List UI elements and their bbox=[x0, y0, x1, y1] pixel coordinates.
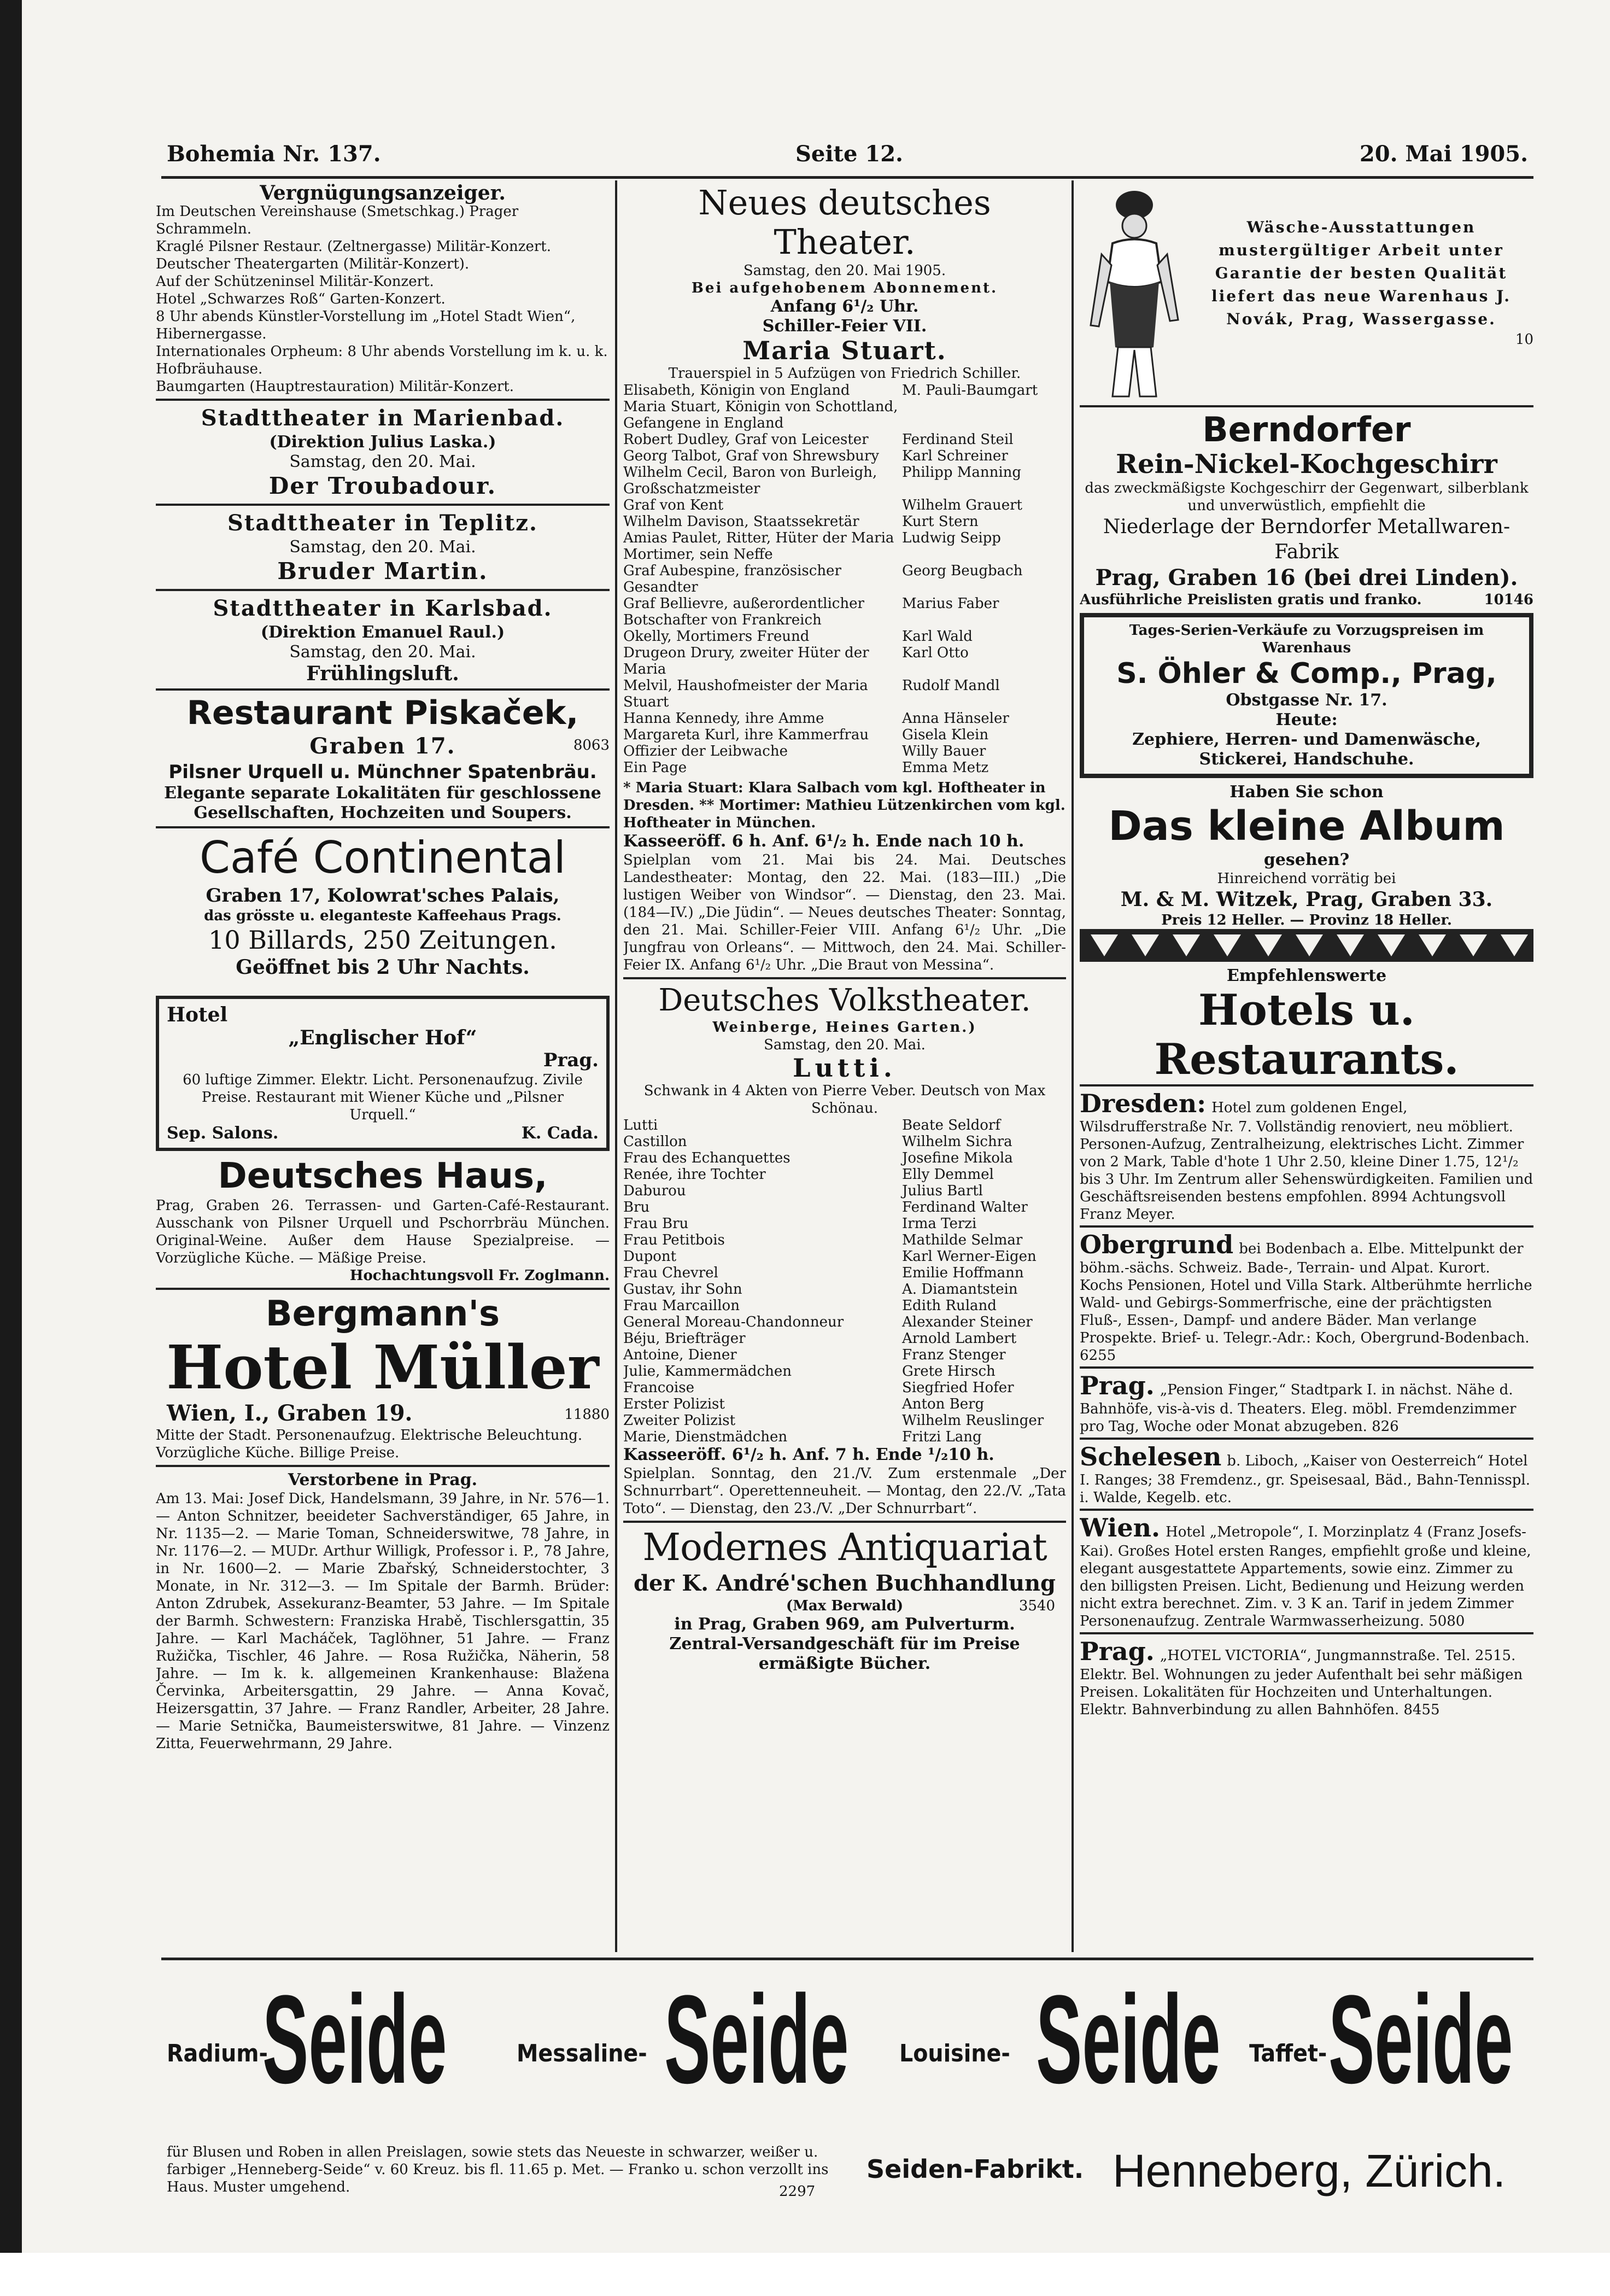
piskacek-title: Restaurant Piskaček, bbox=[186, 694, 579, 732]
cast-actor: Karl Werner-Eigen bbox=[902, 1248, 1037, 1265]
dvt-place: Weinberge, Heines Garten.) bbox=[712, 1019, 977, 1036]
berndorf-addr: Prag, Graben 16 (bei drei Linden). bbox=[1095, 565, 1518, 591]
berndorf-price: Ausführliche Preislisten gratis und franko. bbox=[1080, 592, 1422, 608]
cast-actor: Kurt Stern bbox=[902, 513, 979, 530]
cast-actor: Wilhelm Grauert bbox=[902, 497, 1022, 513]
album-shop: M. & M. Witzek, Prag, Graben 33. bbox=[1120, 888, 1493, 911]
cast-actor: Elly Demmel bbox=[902, 1166, 994, 1183]
cast-actor bbox=[902, 399, 1066, 431]
deutsches-haus-text: Prag, Graben 26. Terrassen- und Garten-Café-Restaurant. Ausschank von Pilsner Urquell und Pschorrbräu München. Original-Weine. Außer dem Hause Spezialpreise. — Vorzügliche Küche. — Mäßige Preise. bbox=[156, 1197, 610, 1266]
cast-actor bbox=[902, 546, 1066, 563]
paper-name: Bohemia Nr. 137. bbox=[167, 141, 381, 167]
cast-role: Maria Stuart, Königin von Schottland, Gefangene in England bbox=[623, 399, 898, 431]
cast-role: Antoine, Diener bbox=[623, 1347, 737, 1363]
cast-role: Frau des Echanquettes bbox=[623, 1150, 791, 1166]
cast-actor: Anton Berg bbox=[902, 1396, 985, 1412]
seide-prefix: Messaline- bbox=[517, 2040, 647, 2067]
cast-row bbox=[623, 448, 1066, 464]
cast-actor: Wilhelm Reuslinger bbox=[902, 1412, 1044, 1429]
verg-item: Im Deutschen Vereinshause (Smetschkag.) Prager Schrammeln. bbox=[156, 203, 519, 237]
eh-city: Prag. bbox=[543, 1049, 599, 1071]
hotel-city: Wien. bbox=[1080, 1513, 1161, 1543]
teplitz-title: Stadttheater in Teplitz. bbox=[227, 510, 538, 536]
cast-role: Amias Paulet, Ritter, Hüter der Maria bbox=[623, 530, 894, 546]
ndt-title: Neues deutsches Theater. bbox=[698, 183, 991, 262]
cast-row bbox=[623, 1347, 1066, 1363]
antiq-addr: in Prag, Graben 969, am Pulverturm. bbox=[674, 1615, 1015, 1634]
divider bbox=[156, 504, 610, 506]
issue-date: 20. Mai 1905. bbox=[1359, 141, 1528, 167]
cast-actor: Karl Otto bbox=[902, 645, 969, 661]
dvt-times: Kasseeröff. 6¹/₂ h. Anf. 7 h. Ende ¹/₂10 h. bbox=[623, 1445, 994, 1464]
marienbad-sub: (Direktion Julius Laska.) bbox=[269, 433, 496, 452]
cast-role: Drugeon Drury, zweiter Hüter der Maria bbox=[623, 645, 869, 677]
cast-role: Ein Page bbox=[623, 760, 687, 776]
ad-number: 2297 bbox=[779, 2183, 816, 2200]
ndt-times: Kasseeröff. 6 h. Anf. 6¹/₂ h. Ende nach 10 h. bbox=[623, 832, 1024, 851]
divider bbox=[156, 688, 610, 691]
hotel-text: Hotel zum goldenen Engel, Wilsdrufferstraße Nr. 7. Vollständig renoviert, neu möbliert. Personen-Aufzug, Zentralheizung, elektrisches Licht. Zimmer von 2 Mark, Table d'hote 1 Uhr 2.50, kleine Diner 1.75, 12¹/₂ bis 3 Uhr. Im Zentrum aller Sehenswürdigkeiten. Familien und Geschäftsreisenden bestens empfohlen. 8994 Achtungsvoll Franz Meyer. bbox=[1080, 1100, 1533, 1223]
cast-actor: Franz Stenger bbox=[902, 1347, 1006, 1363]
cast-row bbox=[623, 1298, 1066, 1314]
eh-name: „Englischer Hof“ bbox=[288, 1026, 477, 1049]
oehler-top: Tages-Serien-Verkäufe zu Vorzugspreisen im Warenhaus bbox=[1129, 622, 1484, 656]
ndt-time: Anfang 6¹/₂ Uhr. bbox=[770, 297, 919, 316]
cast-row bbox=[623, 1380, 1066, 1396]
eh-sep: Sep. Salons. bbox=[167, 1124, 279, 1143]
berndorf-title: Berndorfer bbox=[1202, 410, 1411, 449]
hotel-city: Prag. bbox=[1080, 1637, 1155, 1666]
cast-actor: Willy Bauer bbox=[902, 743, 986, 760]
cast-actor: Marius Faber bbox=[902, 595, 999, 612]
hotels-pre: Empfehlenswerte bbox=[1226, 966, 1387, 985]
seide-text: für Blusen und Roben in allen Preislagen, sowie stets das Neueste in schwarzer, weißer u. farbiger „Henneberg-Seide“ v. 60 Kreuz. bis fl. 11.65 p. Met. — Franko u. schon verzollt ins Haus. Muster umgehend. bbox=[167, 2144, 829, 2195]
verg-item: Kraglé Pilsner Restaur. (Zeltnergasse) Militär-Konzert. bbox=[156, 238, 551, 255]
cast-actor: Wilhelm Sichra bbox=[902, 1134, 1012, 1150]
cast-actor: Ferdinand Walter bbox=[902, 1199, 1028, 1216]
cast-row bbox=[623, 546, 1066, 563]
waesche-ad bbox=[1080, 183, 1533, 402]
hotel-entry bbox=[1080, 1225, 1533, 1366]
eh-text: 60 luftige Zimmer. Elektr. Licht. Personenaufzug. Zivile Preise. Restaurant mit Wiener Küche und „Pilsner Urquell.“ bbox=[183, 1072, 583, 1123]
cast-role: Daburou bbox=[623, 1183, 686, 1199]
cast-row bbox=[623, 1232, 1066, 1248]
cast-actor: Philipp Manning bbox=[902, 464, 1022, 481]
cast-row bbox=[623, 1412, 1066, 1429]
column-2 bbox=[623, 183, 1066, 1955]
dvt-title: Deutsches Volkstheater. bbox=[658, 983, 1031, 1018]
dvt-date: Samstag, den 20. Mai. bbox=[764, 1037, 926, 1053]
ndt-notes: * Maria Stuart: Klara Salbach vom kgl. Hoftheater in Dresden. ** Mortimer: Mathieu Lützenkirchen vom kgl. Hoftheater in München. bbox=[623, 780, 1065, 831]
hotel-city: Obergrund bbox=[1080, 1230, 1234, 1259]
cast-role: Georg Talbot, Graf von Shrewsbury bbox=[623, 448, 879, 464]
cast-row bbox=[623, 399, 1066, 431]
cast-row bbox=[623, 1314, 1066, 1330]
cast-role: Castillon bbox=[623, 1134, 687, 1150]
waesche-textbox bbox=[1189, 183, 1533, 402]
ad-number: 11880 bbox=[564, 1406, 610, 1423]
verg-item: Auf der Schützeninsel Militär-Konzert. bbox=[156, 273, 434, 290]
mueller-title: Hotel Müller bbox=[166, 1332, 599, 1403]
verg-title: Vergnügungsanzeiger. bbox=[260, 183, 506, 205]
seide-ad bbox=[167, 1968, 1528, 2133]
antiq-text: Zentral-Versandgeschäft für im Preise ermäßigte Bücher. bbox=[669, 1634, 1020, 1673]
cast-role: Wilhelm Cecil, Baron von Burleigh, Großschatzmeister bbox=[623, 464, 877, 497]
ndt-abo: Bei aufgehobenem Abonnement. bbox=[691, 280, 998, 296]
album-question: Haben Sie schon bbox=[1230, 782, 1384, 802]
divider bbox=[1080, 405, 1533, 407]
ad-number: 10 bbox=[1515, 331, 1533, 348]
hotel-text: bei Bodenbach a. Elbe. Mittelpunkt der böhm.-sächs. Schweiz. Bade-, Terrain- und Alpat. Kurort. Kochs Pensionen, Hotel und Villa Stark. Altberühmte herrliche Wald- und Gebirgs-Sommerfrische, eine der prächtigsten Fluß-, Essen-, Dampf- und andere Bäder. Man verlange Prospekte. Brief- u. Telegr.-Adr.: Koch, Obergrund-Bodenbach. 6255 bbox=[1080, 1241, 1532, 1364]
column-rule-1 bbox=[615, 180, 617, 1952]
oehler-ad bbox=[1080, 613, 1533, 778]
waesche-text: Wäsche-Ausstattungen mustergültiger Arbeit unter Garantie der besten Qualität liefert das neue Warenhaus J. Novák, Prag, Wassergasse. bbox=[1211, 218, 1511, 328]
cafe-billards: 10 Billards, 250 Zeitungen. bbox=[208, 925, 557, 955]
piskacek-addr: Graben 17. bbox=[309, 733, 456, 759]
cafe-open: Geöffnet bis 2 Uhr Nachts. bbox=[236, 956, 530, 979]
scan-edge-bottom bbox=[0, 2253, 1610, 2296]
verstorbene-text: Am 13. Mai: Josef Dick, Handelsmann, 39 Jahre, in Nr. 576—1. — Anton Schnitzer, beeideter Sachverständiger, 65 Jahre, in Nr. 1135—2. — Marie Toman, Schneiderswitwe, 78 Jahre, in Nr. 1176—2. — MUDr. Arthur Willigk, Professor i. P., 78 Jahre, in Nr. 1600—2. — Marie Zbařský, Schneiderstochter, 3 Monate, in Nr. 312—3. — Im Spitale der Barmh. Brüder: Anton Zdrubek, Assekuranz-Beamter, 53 Jahre. — Im Spitale der Barmh. Schwestern: Franziska Hrabě, Tischlersgattin, 35 Jahre. — Karl Macháček, Taglöhner, 51 Jahre. — Franz Ružička, Tischler, 46 Jahre. — Rosa Ružička, Näherin, 58 Jahre. — Im k. k. allgemeinen Krankenhause: Blažena Červinka, Arbeitersgattin, 29 Jahre. — Anna Kovač, Heizersgattin, 37 Jahre. — Franz Randler, Arbeiter, 28 Jahre. — Marie Setnička, Baumeisterswitwe, 81 Jahre. — Vinzenz Zitta, Feuerwehrmann, 29 Jahre. bbox=[156, 1491, 610, 1752]
cast-row bbox=[623, 760, 1066, 776]
cast-row bbox=[623, 530, 1066, 546]
cast-actor: Ferdinand Steil bbox=[902, 431, 1014, 448]
cast-row bbox=[623, 727, 1066, 743]
dvt-genre: Schwank in 4 Akten von Pierre Veber. Deutsch von Max Schönau. bbox=[643, 1083, 1046, 1117]
cast-role: Gustav, ihr Sohn bbox=[623, 1281, 742, 1298]
ndt-date: Samstag, den 20. Mai 1905. bbox=[743, 262, 946, 279]
divider bbox=[623, 1521, 1066, 1523]
hotel-list bbox=[1080, 1084, 1533, 1721]
hotel-entry bbox=[1080, 1366, 1533, 1438]
cast-row bbox=[623, 497, 1066, 513]
seide-prefix: Louisine- bbox=[899, 2040, 1010, 2067]
cast-row bbox=[623, 1265, 1066, 1281]
piskacek-beer: Pilsner Urquell u. Münchner Spatenbräu. bbox=[168, 761, 597, 783]
cast-role: Lutti bbox=[623, 1117, 658, 1134]
cast-row bbox=[623, 1330, 1066, 1347]
cast-role: Okelly, Mortimers Freund bbox=[623, 628, 810, 645]
marienbad-play: Der Troubadour. bbox=[268, 472, 497, 499]
cast-role: Graf Bellievre, außerordentlicher Botschafter von Frankreich bbox=[623, 595, 864, 628]
cast-role: Julie, Kammermädchen bbox=[623, 1363, 792, 1380]
hotel-entry bbox=[1080, 1438, 1533, 1509]
cast-role: Melvil, Haushofmeister der Maria Stuart bbox=[623, 677, 868, 710]
cast-role: Erster Polizist bbox=[623, 1396, 725, 1412]
cast-role: Wilhelm Davison, Staatssekretär bbox=[623, 513, 859, 530]
cast-row bbox=[623, 1150, 1066, 1166]
ornament-border-icon bbox=[1080, 929, 1533, 962]
divider bbox=[156, 1288, 610, 1290]
cast-actor: Karl Wald bbox=[902, 628, 973, 645]
karlsbad-play: Frühlingsluft. bbox=[306, 662, 459, 685]
hotel-entry bbox=[1080, 1632, 1533, 1721]
verg-list bbox=[156, 203, 610, 395]
cast-row bbox=[623, 1216, 1066, 1232]
cast-role: Graf Aubespine, französischer Gesandter bbox=[623, 563, 841, 595]
cast-actor: Alexander Steiner bbox=[902, 1314, 1033, 1330]
cast-row bbox=[623, 1429, 1066, 1445]
verg-item: 8 Uhr abends Künstler-Vorstellung im „Hotel Stadt Wien“, Hibernergasse. bbox=[156, 308, 576, 342]
cast-role: Frau Marcaillon bbox=[623, 1298, 740, 1314]
cast-actor: A. Diamantstein bbox=[902, 1281, 1018, 1298]
mueller-addr-row bbox=[156, 1400, 610, 1427]
oehler-name: S. Öhler & Comp., Prag, bbox=[1116, 657, 1497, 690]
antiq-owner: (Max Berwald) bbox=[786, 1598, 904, 1614]
cast-actor: Josefine Mikola bbox=[902, 1150, 1013, 1166]
cast-actor: M. Pauli-Baumgart bbox=[902, 382, 1038, 399]
ndt-genre: Trauerspiel in 5 Aufzügen von Friedrich Schiller. bbox=[668, 365, 1021, 382]
ndt-feier: Schiller-Feier VII. bbox=[762, 317, 927, 336]
cast-row bbox=[623, 1117, 1066, 1134]
hotel-text: Hotel „Metropole“, I. Morzinplatz 4 (Franz Josefs-Kai). Großes Hotel ersten Ranges, empfiehlt große und kleine, elegant ausgestattete Appartements, sowie einz. Zimmer zu den billigsten Preisen. Licht, Bedienung und Heizung werden nicht extra berechnet. Zim. v. 3 K an. Tarif in jedem Zimmer Personenaufzug. Zentrale Warmwasserheizung. 5080 bbox=[1080, 1524, 1531, 1629]
scan-edge-left bbox=[0, 0, 22, 2296]
cast-role: Frau Chevrel bbox=[623, 1265, 718, 1281]
deutsches-haus-sign: Hochachtungsvoll Fr. Zoglmann. bbox=[349, 1267, 610, 1284]
cast-row bbox=[623, 645, 1066, 677]
divider bbox=[623, 977, 1066, 979]
dvt-play: Lutti. bbox=[793, 1053, 897, 1083]
cast-row bbox=[623, 628, 1066, 645]
oehler-addr: Obstgasse Nr. 17. bbox=[1226, 691, 1387, 710]
cast-row bbox=[623, 1396, 1066, 1412]
cast-row bbox=[623, 1183, 1066, 1199]
cast-actor: Georg Beugbach bbox=[902, 563, 1023, 579]
eh-footer bbox=[167, 1124, 599, 1143]
karlsbad-title: Stadttheater in Karlsbad. bbox=[213, 595, 553, 621]
cast-role: Margareta Kurl, ihre Kammerfrau bbox=[623, 727, 869, 743]
cast-actor: Anna Hänseler bbox=[902, 710, 1009, 727]
mueller-addr: Wien, I., Graben 19. bbox=[167, 1400, 413, 1426]
cast-row bbox=[623, 464, 1066, 497]
header-rule bbox=[161, 176, 1533, 179]
cast-role: Béju, Briefträger bbox=[623, 1330, 746, 1347]
hotel-text: „HOTEL VICTORIA“, Jungmannstraße. Tel. 2515. Elektr. Bel. Wohnungen zu jeder Aufenthalt bei sehr mäßigen Preisen. Lokalitäten für Hochzeiten und Unterhaltungen. Elektr. Bahnverbindung zu allen Bahnhöfen. 8455 bbox=[1080, 1647, 1523, 1718]
cast-role: Marie, Dienstmädchen bbox=[623, 1429, 788, 1445]
cast-role: Renée, ihre Tochter bbox=[623, 1166, 766, 1183]
seide-prefix: Taffet- bbox=[1249, 2040, 1327, 2067]
cast-row bbox=[623, 1166, 1066, 1183]
antiq-sub: der K. André'schen Buchhandlung bbox=[633, 1570, 1056, 1596]
berndorf-text: das zweckmäßigste Kochgeschirr der Gegenwart, silberblank und unverwüstlich, empfiehlt die bbox=[1085, 480, 1529, 514]
seide-fabrik: Seiden-Fabrikt. bbox=[867, 2154, 1084, 2184]
hotel-city: Dresden: bbox=[1080, 1089, 1207, 1118]
piskacek-text: Elegante separate Lokalitäten für geschlossene Gesellschaften, Hochzeiten und Soupers. bbox=[164, 784, 601, 822]
cast-actor: Mathilde Selmar bbox=[902, 1232, 1023, 1248]
cast-actor: Emma Metz bbox=[902, 760, 989, 776]
cast-role: Graf von Kent bbox=[623, 497, 724, 513]
cast-role: Bru bbox=[623, 1199, 650, 1216]
cast-row bbox=[623, 710, 1066, 727]
album-question-2: gesehen? bbox=[1263, 850, 1350, 869]
cast-actor: Fritzi Lang bbox=[902, 1429, 982, 1445]
divider bbox=[156, 399, 610, 401]
seide-word: Seide bbox=[664, 1969, 849, 2110]
album-title: Das kleine Album bbox=[1108, 803, 1505, 850]
cast-role: General Moreau-Chandonneur bbox=[623, 1314, 844, 1330]
seide-word: Seide bbox=[1328, 1969, 1513, 2110]
teplitz-date: Samstag, den 20. Mai. bbox=[289, 538, 476, 557]
ad-number: 3540 bbox=[1018, 1598, 1055, 1614]
ad-number: 8063 bbox=[573, 737, 610, 753]
album-price: Preis 12 Heller. — Provinz 18 Heller. bbox=[1161, 912, 1452, 928]
antiq-title: Modernes Antiquariat bbox=[642, 1526, 1047, 1569]
cast-actor: Siegfried Hofer bbox=[902, 1380, 1014, 1396]
cast-actor: Arnold Lambert bbox=[902, 1330, 1017, 1347]
cafe-addr: Graben 17, Kolowrat'sches Palais, bbox=[206, 885, 560, 907]
column-3 bbox=[1080, 183, 1533, 1955]
cast-row bbox=[623, 1134, 1066, 1150]
cast-row bbox=[623, 1281, 1066, 1298]
cast-actor: Irma Terzi bbox=[902, 1216, 977, 1232]
cast-row bbox=[623, 563, 1066, 595]
eh-owner: K. Cada. bbox=[521, 1124, 599, 1143]
cast-row bbox=[623, 743, 1066, 760]
cast-row bbox=[623, 1248, 1066, 1265]
verg-item: Deutscher Theatergarten (Militär-Konzert). bbox=[156, 256, 470, 272]
cast-role: Zweiter Polizist bbox=[623, 1412, 736, 1429]
karlsbad-date: Samstag, den 20. Mai. bbox=[289, 642, 476, 662]
berndorf-sub: Rein-Nickel-Kochgeschirr bbox=[1116, 449, 1497, 480]
cast-actor: Julius Bartl bbox=[902, 1183, 983, 1199]
page-number: Seite 12. bbox=[795, 141, 903, 167]
cast-row bbox=[623, 595, 1066, 628]
ad-number: 10146 bbox=[1484, 592, 1533, 608]
cast-role: Robert Dudley, Graf von Leicester bbox=[623, 431, 869, 448]
cast-actor: Emilie Hoffmann bbox=[902, 1265, 1024, 1281]
cast-role: Dupont bbox=[623, 1248, 677, 1265]
verg-item: Hotel „Schwarzes Roß“ Garten-Konzert. bbox=[156, 291, 446, 307]
cafe-title: Café Continental bbox=[199, 832, 566, 883]
cafe-desc: das grösste u. eleganteste Kaffeehaus Prags. bbox=[204, 908, 561, 924]
seide-word: Seide bbox=[262, 1969, 447, 2110]
seide-rule-top bbox=[161, 1958, 1533, 1960]
dvt-cast-list bbox=[623, 1117, 1066, 1445]
verg-item: Baumgarten (Hauptrestauration) Militär-Konzert. bbox=[156, 378, 514, 395]
cast-actor: Ludwig Seipp bbox=[902, 530, 1001, 546]
lady-figure-icon bbox=[1080, 183, 1189, 402]
ndt-play: Maria Stuart. bbox=[742, 336, 947, 365]
hotel-city: Prag. bbox=[1080, 1371, 1155, 1400]
album-avail: Hinreichend vorrätig bei bbox=[1217, 871, 1396, 887]
berndorf-nl: Niederlage der Berndorfer Metallwaren-Fabrik bbox=[1103, 516, 1511, 563]
piskacek-addr-row bbox=[156, 732, 610, 761]
verg-item: Internationales Orpheum: 8 Uhr abends Vorstellung im k. u. k. Hofbräuhause. bbox=[156, 343, 608, 377]
cast-row bbox=[623, 431, 1066, 448]
hotel-entry bbox=[1080, 1084, 1533, 1225]
antiq-owner-row bbox=[623, 1597, 1066, 1615]
cast-role: Mortimer, sein Neffe bbox=[623, 546, 773, 563]
marienbad-date: Samstag, den 20. Mai. bbox=[289, 452, 476, 471]
hotels-title: Hotels u. Restaurants. bbox=[1154, 985, 1459, 1084]
cast-role: Offizier der Leibwache bbox=[623, 743, 788, 760]
oehler-items: Zephiere, Herren- und Damenwäsche, Stickerei, Handschuhe. bbox=[1132, 730, 1481, 769]
cast-role: Frau Bru bbox=[623, 1216, 689, 1232]
karlsbad-sub: (Direktion Emanuel Raul.) bbox=[260, 623, 505, 642]
ndt-spielplan: Spielplan vom 21. Mai bis 24. Mai. Deutsches Landestheater: Montag, den 22. Mai. (183—III.) „Die lustigen Weiber von Windsor“. — Dienstag, den 23. Mai. (184—IV.) „Die Jüdin“. — Neues deutsches Theater: Sonntag, den 21. Mai. Schiller-Feier VIII. Anfang 6¹/₂ Uhr. „Die Jungfrau von Orleans“. — Mittwoch, den 24. Mai. Schiller-Feier IX. Anfang 6¹/₂ Uhr. „Die Braut von Messina“. bbox=[623, 852, 1066, 973]
seide-footer bbox=[167, 2143, 1528, 2231]
divider bbox=[156, 589, 610, 591]
hotel-text: b. Liboch, „Kaiser von Oesterreich“ Hotel I. Ranges; 38 Fremdenz., gr. Speisesaal, Bäd., Bahn-Tennisspl. i. Walde, Kegelb. etc. bbox=[1080, 1453, 1530, 1506]
cast-role: Hanna Kennedy, ihre Amme bbox=[623, 710, 824, 727]
oehler-heute: Heute: bbox=[1275, 710, 1338, 729]
cast-actor: Gisela Klein bbox=[902, 727, 989, 743]
cast-role: Francoise bbox=[623, 1380, 694, 1396]
cast-row bbox=[623, 1199, 1066, 1216]
cast-actor: Beate Seldorf bbox=[902, 1117, 1000, 1134]
cast-role: Frau Petitbois bbox=[623, 1232, 725, 1248]
cast-actor: Grete Hirsch bbox=[902, 1363, 996, 1380]
cast-row bbox=[623, 513, 1066, 530]
englischer-hof-ad bbox=[156, 996, 610, 1151]
seide-prefix: Radium- bbox=[167, 2040, 268, 2067]
verstorbene-title: Verstorbene in Prag. bbox=[288, 1470, 478, 1489]
cast-actor: Rudolf Mandl bbox=[902, 677, 1000, 694]
seide-brand: Henneberg, Zürich. bbox=[1113, 2145, 1506, 2196]
eh-hotel: Hotel bbox=[167, 1003, 228, 1026]
page-header bbox=[167, 141, 1528, 174]
cast-row bbox=[623, 382, 1066, 399]
seide-word: Seide bbox=[1036, 1969, 1221, 2110]
column-1 bbox=[156, 183, 610, 1955]
cast-row bbox=[623, 677, 1066, 710]
column-rule-2 bbox=[1072, 180, 1074, 1952]
cast-list bbox=[623, 382, 1066, 776]
berndorf-footer bbox=[1080, 591, 1533, 609]
hotel-city: Schelesen bbox=[1080, 1442, 1222, 1471]
mueller-text: Mitte der Stadt. Personenaufzug. Elektrische Beleuchtung. Vorzügliche Küche. Billige Preise. bbox=[156, 1427, 583, 1461]
deutsches-haus-title: Deutsches Haus, bbox=[218, 1156, 548, 1196]
cast-row bbox=[623, 1363, 1066, 1380]
cast-role: Elisabeth, Königin von England bbox=[623, 382, 850, 399]
hotel-entry bbox=[1080, 1509, 1533, 1632]
mueller-pre: Bergmann's bbox=[265, 1294, 500, 1334]
teplitz-play: Bruder Martin. bbox=[277, 558, 488, 585]
marienbad-title: Stadttheater in Marienbad. bbox=[201, 405, 565, 431]
divider bbox=[156, 1465, 610, 1467]
cast-actor: Edith Ruland bbox=[902, 1298, 997, 1314]
hotel-text: „Pension Finger,“ Stadtpark I. in nächst. Nähe d. Bahnhöfe, vis-à-vis d. Theaters. Eleg. möbl. Fremdenzimmer pro Tag, Woche oder Monat abzugeben. 826 bbox=[1080, 1382, 1517, 1435]
cast-actor: Karl Schreiner bbox=[902, 448, 1008, 464]
divider bbox=[156, 826, 610, 828]
dvt-spielplan: Spielplan. Sonntag, den 21./V. Zum erstenmale „Der Schnurrbart“. Operettenneuheit. — Montag, den 22./V. „Tata Toto“. — Dienstag, den 23./V. „Der Schnurrbart“. bbox=[623, 1465, 1066, 1517]
